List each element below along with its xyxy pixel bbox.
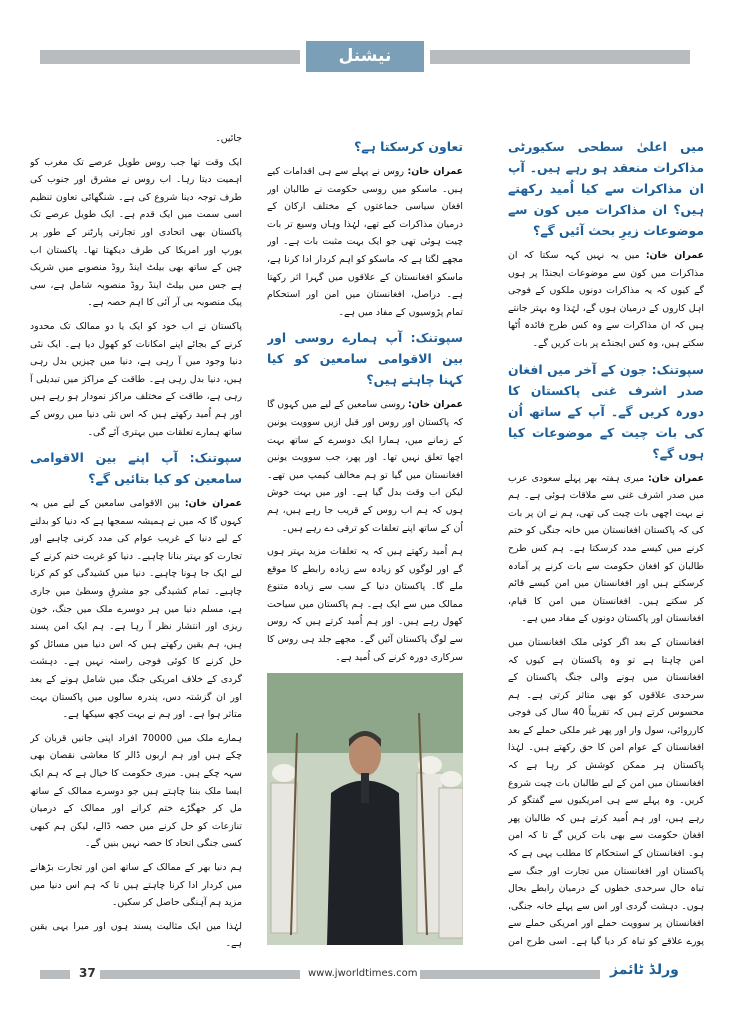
question: سپوتنک: جون کے آخر میں افغان صدر اشرف غنی پاکستان کا دورہ کریں گے۔ آپ کے ساتھ اُن کی بات چیت کے موضوعات کیا ہوں گے؟	[508, 361, 704, 461]
body-paragraph: پاکستان نے اب خود کو ایک یا دو ممالک تک محدود کرنے کے بجائے اپنے امکانات کو کھول دیا ہے۔ ایک نئی دنیا وجود میں آ رہی ہے، دنیا میں چیزیں بدل رہی ہیں، دنیا بدل رہی ہے۔ طاقت کے مراکز میں تبدیلی آ رہی ہے، طاقت کے مختلف مراکز نمودار ہو رہے ہیں اور ہم اُمید رکھتے ہیں کہ اس نئی دنیا میں روس کے ساتھ ہمارے تعلقات میں بہتری آئے گی۔	[30, 320, 242, 438]
answer-paragraph: عمران خان: روس نے پہلے سے ہی اقدامات کیے ہیں۔ ماسکو میں روسی حکومت نے طالبان اور افغان سیاسی جماعتوں کے مختلف ارکان کے درمیان مذاکرات کیے تھے، لہٰذا وہاں وسیع تر بات چیت ہوئی تھی جو ایک بہت مثبت بات ہے۔ اور مجھے لگتا ہے کہ ماسکو کو اہم کردار ادا کرنا ہے، ماسکو افغانستان کے علاقوں میں گہرا اثر رکھتا ہے۔ دراصل، افغانستان میں امن اور استحکام تمام پڑوسیوں کے مفاد میں ہے۔	[267, 166, 463, 318]
speaker-label: عمران خان:	[645, 250, 704, 261]
body-paragraph: افغانستان کے بعد اگر کوئی ملک افغانستان میں امن چاہتا ہے تو وہ پاکستان ہے کیوں کہ افغانستان میں ہونے والی جنگ پاکستان کے سرحدی علاقوں کو بھی متاثر کرتی ہے۔ ہم محسوس کرتے ہیں کہ تقریباً 40 سال کی فوجی کارروائی، سول وار اور پھر غیر ملکی حملے کے بعد افغانستان کے عوام امن کا حق رکھتے ہیں۔ لہٰذا پاکستان ہر ممکن کوشش کر رہا ہے کہ افغانستان میں امن کے لیے طالبان بات چیت شروع کریں۔ وہ پہلے سے ہی امریکیوں سے گفتگو کر رہے ہیں، اور ہم اُمید کرتے ہیں کہ طالبان پھر افغان حکومت سے بھی بات کریں گے تا کہ امن ہو۔ افغانستان کے استحکام کا مطلب یہی ہے کہ پاکستان اور افغانستان میں تجارت اور جنگ سے تباہ حال سرحدی خطوں کے درمیان رابطے بحال ہوں۔ دہشت گردی اور اس سے پہلے خانہ جنگی، افغانستان پر سوویت حملے اور امریکی حملے سے پورے علاقے کو تباہ کر دیا گیا ہے۔ اسی طرح امن	[508, 636, 704, 947]
magazine-brand: ورلڈ ٹائمز	[610, 962, 679, 978]
footer-url[interactable]: www.jworldtimes.com	[308, 968, 418, 979]
footer-bar-left	[40, 970, 70, 979]
column-middle	[267, 130, 463, 665]
body-paragraph: لہٰذا میں ایک مثالیت پسند ہوں اور میرا یہی یقین ہے۔	[30, 920, 242, 950]
section-title: نیشنل	[306, 41, 424, 72]
footer-bar-mid-left	[100, 970, 300, 979]
answer-paragraph: عمران خان: میری ہفتہ بھر پہلے سعودی عرب میں صدر اشرف غنی سے ملاقات ہوئی ہے۔ ہم نے بہت اچھی بات چیت کی تھی، ہم نے ان پر بات کی کہ پاکستان افغانستان میں خانہ جنگی کو ختم کرنے میں کیسے مدد کرسکتا ہے۔ ہم کس طرح طالبان کو افغان حکومت سے بات کرنے پر آمادہ کرسکتے ہیں اور افغانستان میں امن کیسے قائم کر سکتے ہیں۔ افغانستان میں امن کا قیام، افغانستان اور پاکستان دونوں کے مفاد میں ہے۔	[508, 472, 704, 625]
body-paragraph: ہم اُمید رکھتے ہیں کہ یہ تعلقات مزید بہتر ہوں گے اور لوگوں کو زیادہ سے زیادہ رابطے کا موقع ملے گا۔ پاکستان دنیا کے سب سے زیادہ متنوع ممالک میں سے ایک ہے۔ ہم پاکستان میں سیاحت کھول رہے ہیں۔ اور ہم اُمید کرتے ہیں کہ روس سے لوگ پاکستان آئیں گے۔ مجھے جلد ہی روس کا سرکاری دورہ کرنے کی اُمید ہے۔	[267, 546, 463, 663]
body-paragraph: ہم دنیا بھر کے ممالک کے ساتھ امن اور تجارت بڑھانے میں کردار ادا کرنا چاہتے ہیں تا کہ ہم اس دنیا میں مزید ہم آہنگی حاصل کر سکیں۔	[30, 861, 242, 909]
question: سپوتنک: آپ اپنے بین الاقوامی سامعین کو کیا بتائیں گے؟	[30, 450, 242, 487]
column-left	[30, 130, 242, 950]
question: میں اعلیٰ سطحی سکیورٹی مذاکرات منعقد ہو رہے ہیں۔ آپ ان مذاکرات سے کیا اُمید رکھتے ہیں؟ ان مذاکرات میں کون سے موضوعات زیرِ بحث آئیں گے؟	[508, 139, 704, 238]
body-paragraph: ہمارے ملک میں 70000 افراد اپنی جانیں قربان کر چکے ہیں اور ہم اربوں ڈالر کا معاشی نقصان بھی سہہ چکے ہیں۔ میری حکومت کا خیال ہے کہ ہم ایک ایسا ملک بننا چاہتے ہیں جو دوسرے ممالک کے ساتھ مل کر جھگڑے ختم کرانے اور ممالک کے درمیان تنازعات کو حل کرنے میں حصہ ڈالے، لیکن ہم کبھی کسی جنگی اتحاد کا حصہ نہیں بنیں گے۔	[30, 732, 242, 850]
photo-illustration	[267, 673, 463, 945]
article-photo	[267, 673, 463, 945]
answer-paragraph: عمران خان: میں یہ نہیں کہہ سکتا کہ ان مذاکرات میں کون سے موضوعات ایجنڈا پر ہوں گے کیوں کہ یہ مذاکرات دونوں ملکوں کے فوجی اہل کاروں کے درمیان ہوں گے، لہٰذا وہ بہتر جانتے ہیں کہ ان مذاکرات سے وہ کس طرح فائدہ اُٹھا سکتے ہیں، وہ کس ایجنڈے پر بات کریں گے۔	[508, 250, 704, 349]
header-bar-right	[430, 50, 690, 64]
speaker-label: عمران خان:	[407, 166, 463, 177]
page-number: 37	[79, 966, 96, 980]
body-paragraph: جائیں۔	[215, 133, 242, 144]
question: سپوتنک: آپ ہمارے روسی اور بین الاقوامی سامعین کو کیا کہنا چاہتے ہیں؟	[267, 330, 463, 388]
speaker-label: عمران خان:	[407, 399, 463, 411]
footer-bar-mid-right	[420, 970, 600, 979]
speaker-label: عمران خان:	[184, 498, 242, 510]
question: تعاون کرسکتا ہے؟	[354, 139, 463, 154]
speaker-label: عمران خان:	[647, 472, 704, 484]
answer-paragraph: عمران خان: روسی سامعین کے لیے میں کہوں گا کہ پاکستان اور روس اور قبل ازیں سوویت یونین کے زمانے میں، ہمارا ایک دوسرے کے ساتھ بہت اچھا تعلق نہیں تھا۔ اور پھر، جب سوویت یونین افغانستان میں گیا تو ہم مخالف کیمپ میں تھے۔ لیکن اب وقت بدل گیا ہے۔ اور میں بہت خوش ہوں کہ ہم اب روس کے قریب جا رہے ہیں، ہم اُن کے ساتھ اپنے تعلقات کو ترقی دے رہے ہیں۔	[267, 399, 463, 534]
answer-paragraph: عمران خان: بین الاقوامی سامعین کے لیے میں یہ کہوں گا کہ میں نے ہمیشہ سمجھا ہے کہ دنیا کو بدلنے کے لیے دنیا کے غریب عوام کی مدد کرنی چاہیے اور تجارت کو بہتر بنانا چاہیے۔ دنیا کو غربت ختم کرنے کے لیے ایک جا ہونا چاہیے۔ دنیا میں کشیدگی کو کم کرنا چاہیے۔ تمام کشیدگی جو مشرقِ وسطیٰ میں جاری ہے، مسلم دنیا میں ہر دوسرے ملک میں جنگ، خون ریزی اور انتشار نظر آ رہا ہے۔ ہم ایک امن پسند ہیں، ہم یقین رکھتے ہیں کہ اس دنیا میں مسائل کو حل کرنے کا کوئی فوجی راستہ نہیں ہے۔ دہشت گردی کے خلاف امریکی جنگ میں شامل ہونے کے بعد اور ان گزشتہ دس، پندرہ سالوں میں پاکستان بہت متاثر ہوا ہے۔ اور ہم نے بہت کچھ سیکھا ہے۔	[30, 498, 242, 721]
column-right	[508, 130, 704, 950]
body-paragraph: ایک وقت تھا جب روس طویل عرصے تک مغرب کو اہمیت دیتا رہا۔ اب روس نے مشرق اور جنوب کی طرف توجہ دینا شروع کی ہے۔ شنگھائی تعاون تنظیم اسی سمت میں ایک قدم ہے۔ ایک طویل عرصے تک پاکستان بھی اتحادی اور تجارتی پارٹنر کے طور پر یورپ اور امریکا کی طرف دیکھتا تھا۔ پاکستان اب چین کے ساتھ بھی بیلٹ اینڈ روڈ منصوبے میں شریک ہے جس میں بیلٹ اینڈ روڈ منصوبہ شامل ہے، سی پیک منصوبہ بی آر آئی کا اہم حصہ ہے۔	[30, 156, 242, 309]
header-bar-left	[40, 50, 300, 64]
